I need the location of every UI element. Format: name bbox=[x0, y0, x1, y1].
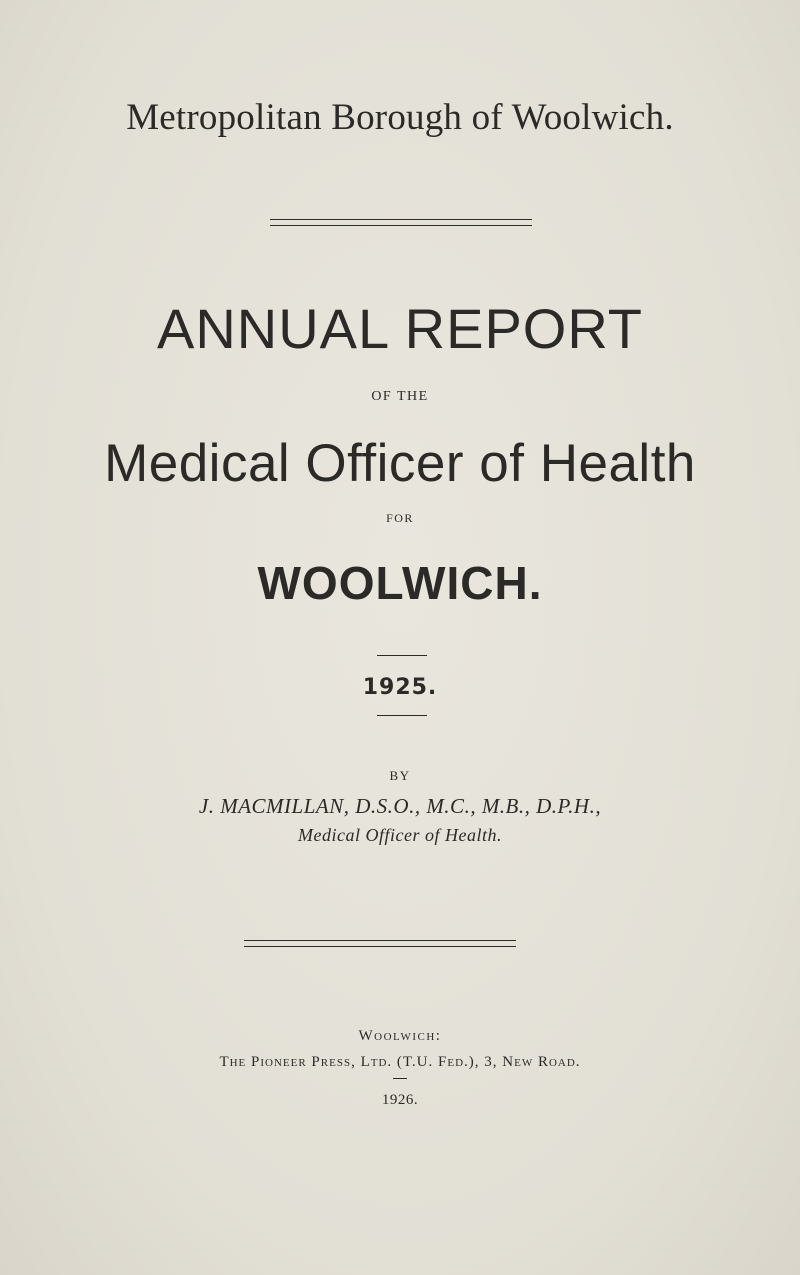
of-the-label: OF THE bbox=[371, 389, 429, 404]
imprint-publisher: The Pioneer Press, Ltd. (T.U. Fed.), 3, New Road. bbox=[219, 1054, 581, 1070]
double-rule-divider bbox=[244, 940, 516, 947]
report-year: 1925. bbox=[362, 675, 438, 700]
imprint-year: 1926. bbox=[381, 1092, 419, 1108]
short-rule-divider bbox=[377, 715, 427, 716]
report-title: ANNUAL REPORT bbox=[157, 297, 643, 360]
borough-heading: Metropolitan Borough of Woolwich. bbox=[126, 97, 674, 138]
by-label: BY bbox=[389, 768, 411, 783]
author-name: J. MACMILLAN, D.S.O., M.C., M.B., D.P.H., bbox=[198, 794, 602, 818]
for-label: FOR bbox=[386, 511, 414, 525]
short-rule-divider bbox=[377, 655, 427, 656]
imprint-place: Woolwich: bbox=[358, 1028, 442, 1044]
author-role: Medical Officer of Health. bbox=[298, 825, 502, 845]
officer-title: Medical Officer of Health bbox=[104, 434, 696, 493]
double-rule-divider bbox=[270, 219, 532, 226]
place-name: WOOLWICH. bbox=[257, 557, 543, 609]
short-rule-divider bbox=[393, 1078, 407, 1079]
